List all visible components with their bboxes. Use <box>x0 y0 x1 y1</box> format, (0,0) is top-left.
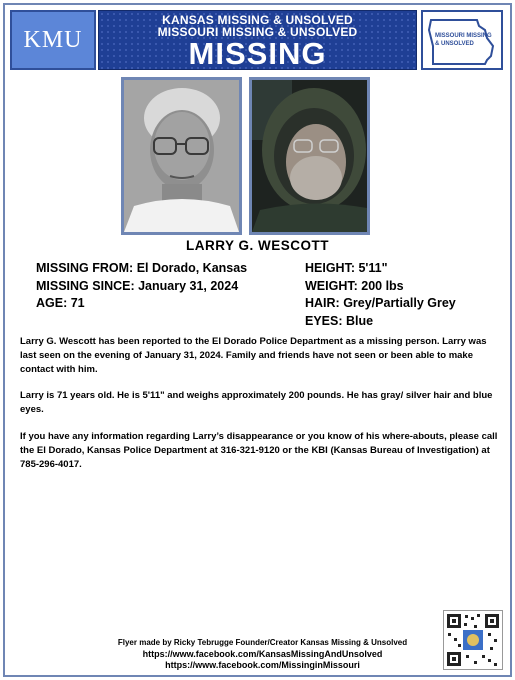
qr-code[interactable] <box>443 610 503 670</box>
height: HEIGHT: 5'11" <box>305 261 388 275</box>
missouri-logo <box>421 10 503 70</box>
facebook-link-kansas[interactable]: https://www.facebook.com/KansasMissingAndUnsolved <box>142 649 383 659</box>
flyer-credit: Flyer made by Ricky Tebrugge Founder/Creator Kansas Missing & Unsolved <box>117 638 408 647</box>
header-line-missouri: MISSOURI MISSING & UNSOLVED <box>157 25 358 39</box>
portrait-image <box>124 80 239 232</box>
missouri-logo-text: MISSOURI MISSING & UNSOLVED <box>435 33 492 47</box>
details-left <box>36 260 247 313</box>
missing-since: MISSING SINCE: January 31, 2024 <box>36 278 239 293</box>
hair: HAIR: Grey/Partially Grey <box>305 296 456 310</box>
selfie-image <box>252 80 367 232</box>
header-banner <box>98 10 417 70</box>
weight: WEIGHT: 200 lbs <box>305 278 404 293</box>
kmu-logo-text: KMU <box>23 26 83 53</box>
kmu-logo <box>10 10 96 70</box>
missing-from: MISSING FROM: El Dorado, Kansas <box>36 261 248 275</box>
description-paragraph-1: Larry G. Wescott has been reported to the El Dorado Police Department as a missing person. Larry was last seen on the evening of January 31, 2024. Family and friends have not seen or been able to make contact with him. <box>20 336 487 375</box>
eyes: EYES: Blue <box>305 313 374 328</box>
header-line-kansas: KANSAS MISSING & UNSOLVED <box>162 13 353 27</box>
header-title: MISSING <box>188 36 327 71</box>
qr-code-icon <box>444 611 502 669</box>
description-paragraph-3: If you have any information regarding Larry’s disappearance or you know of his where-abouts, please call the El Dorado, Kansas Police Department at 316-321-9120 or the KBI (Kansas Bureau of Investigation) at 785-296-4017. <box>20 431 498 470</box>
person-name: LARRY G. WESCOTT <box>186 238 329 253</box>
facebook-link-missouri[interactable]: https://www.facebook.com/MissinginMissouri <box>165 660 360 670</box>
details-right <box>305 260 456 330</box>
description-paragraph-2: Larry is 71 years old. He is 5'11" and weighs approximately 200 pounds. He has gray/ silver hair and blue eyes. <box>20 390 493 415</box>
age: AGE: 71 <box>36 296 85 310</box>
photo-selfie <box>249 77 370 235</box>
photo-portrait <box>121 77 242 235</box>
